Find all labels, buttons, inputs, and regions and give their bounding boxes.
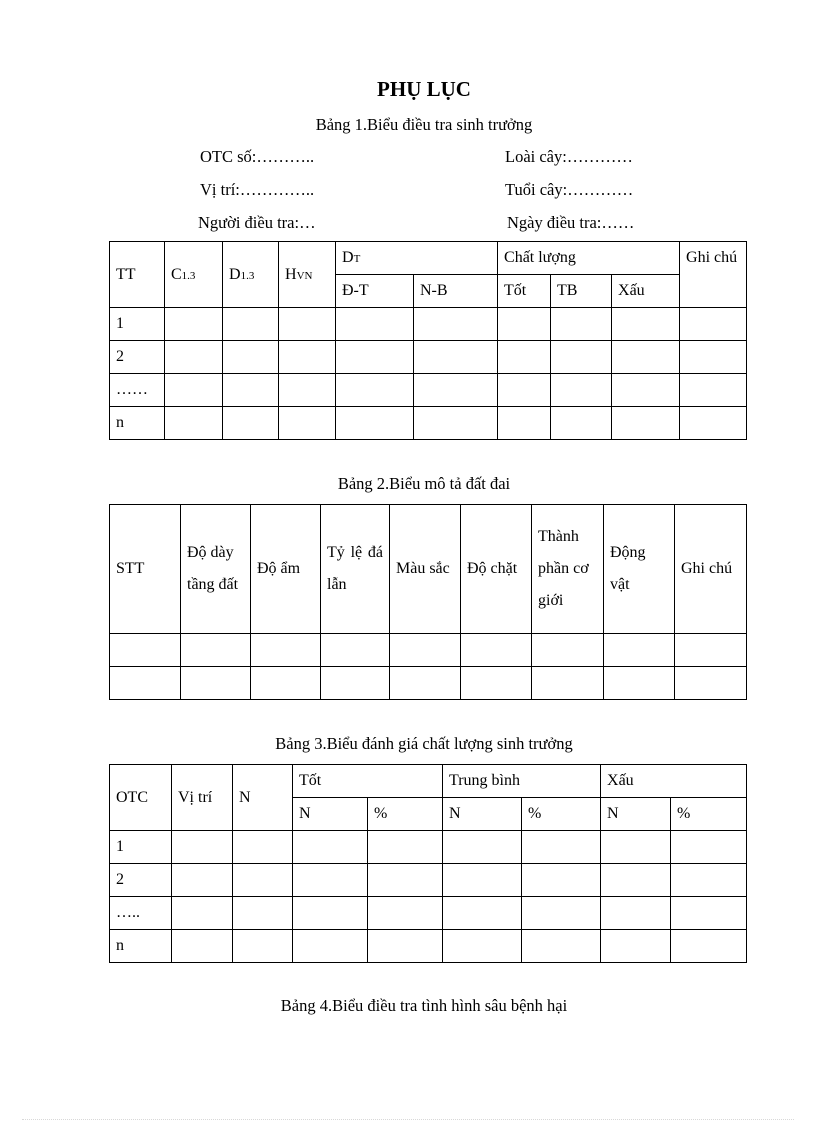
- table-row: 1: [110, 831, 747, 864]
- header-tot-n: N: [293, 798, 368, 831]
- header-tb: TB: [551, 275, 612, 308]
- loai-cay-field: Loài cây:…………: [505, 147, 633, 166]
- table-row: 2: [110, 341, 747, 374]
- page-title: PHỤ LỤC: [377, 77, 471, 101]
- table-row: ……: [110, 374, 747, 407]
- table-row: 2: [110, 864, 747, 897]
- header-tot: Tốt: [498, 275, 551, 308]
- table4-caption: Bảng 4.Biểu điều tra tình hình sâu bệnh hại: [280, 996, 568, 1015]
- header-chat-luong: Chất lượng: [498, 242, 680, 275]
- header-tb-n: N: [443, 798, 522, 831]
- table-row: n: [110, 407, 747, 440]
- header-d13: D1.3: [223, 242, 279, 308]
- header-xau: Xấu: [612, 275, 680, 308]
- header-dt-nb: N-B: [414, 275, 498, 308]
- header-do-day: Độ dày tầng đất: [181, 505, 251, 634]
- table-row: [110, 667, 747, 700]
- table1: [109, 241, 747, 440]
- header-do-chat: Độ chặt: [461, 505, 532, 634]
- ngay-dieu-tra-field: Ngày điều tra:……: [507, 213, 635, 232]
- table-row: …..: [110, 897, 747, 930]
- header-ghi-chu: Ghi chú: [675, 505, 747, 634]
- header-n: N: [233, 765, 293, 831]
- otc-field: OTC số:………..: [200, 147, 315, 166]
- nguoi-dieu-tra-field: Người điều tra:…: [198, 213, 316, 232]
- table1-caption: Bảng 1.Biểu điều tra sinh trưởng: [315, 115, 533, 134]
- header-dt: DT: [336, 242, 498, 275]
- table3-caption: Bảng 3.Biểu đánh giá chất lượng sinh trưởng: [275, 734, 573, 753]
- table-row: n: [110, 930, 747, 963]
- tuoi-cay-field: Tuổi cây:…………: [505, 180, 634, 199]
- header-tot: Tốt: [293, 765, 443, 798]
- header-xau: Xấu: [601, 765, 747, 798]
- header-stt: STT: [110, 505, 181, 634]
- header-thanh-phan: Thành phần cơ giới: [532, 505, 604, 634]
- header-c13: C1.3: [165, 242, 223, 308]
- table-row: [110, 634, 747, 667]
- header-ty-le: Tỷ lệ đá lẫn: [321, 505, 390, 634]
- header-do-am: Độ ẩm: [251, 505, 321, 634]
- header-vi-tri: Vị trí: [172, 765, 233, 831]
- header-tb-pct: %: [522, 798, 601, 831]
- header-xau-pct: %: [671, 798, 747, 831]
- table-row: 1: [110, 308, 747, 341]
- header-dt-dt: Đ-T: [336, 275, 414, 308]
- table3: [109, 764, 747, 963]
- header-mau-sac: Màu sắc: [390, 505, 461, 634]
- header-ghi-chu: Ghi chú: [680, 242, 747, 308]
- header-xau-n: N: [601, 798, 671, 831]
- vi-tri-field: Vị trí:…………..: [200, 180, 315, 199]
- header-dong-vat: Động vật: [604, 505, 675, 634]
- table2: [109, 504, 747, 700]
- page-bottom-divider: [22, 1119, 794, 1120]
- table2-caption: Bảng 2.Biểu mô tả đất đai: [337, 474, 511, 493]
- header-trung-binh: Trung bình: [443, 765, 601, 798]
- header-tot-pct: %: [368, 798, 443, 831]
- header-tt: TT: [110, 242, 165, 308]
- header-hvn: HVN: [279, 242, 336, 308]
- header-otc: OTC: [110, 765, 172, 831]
